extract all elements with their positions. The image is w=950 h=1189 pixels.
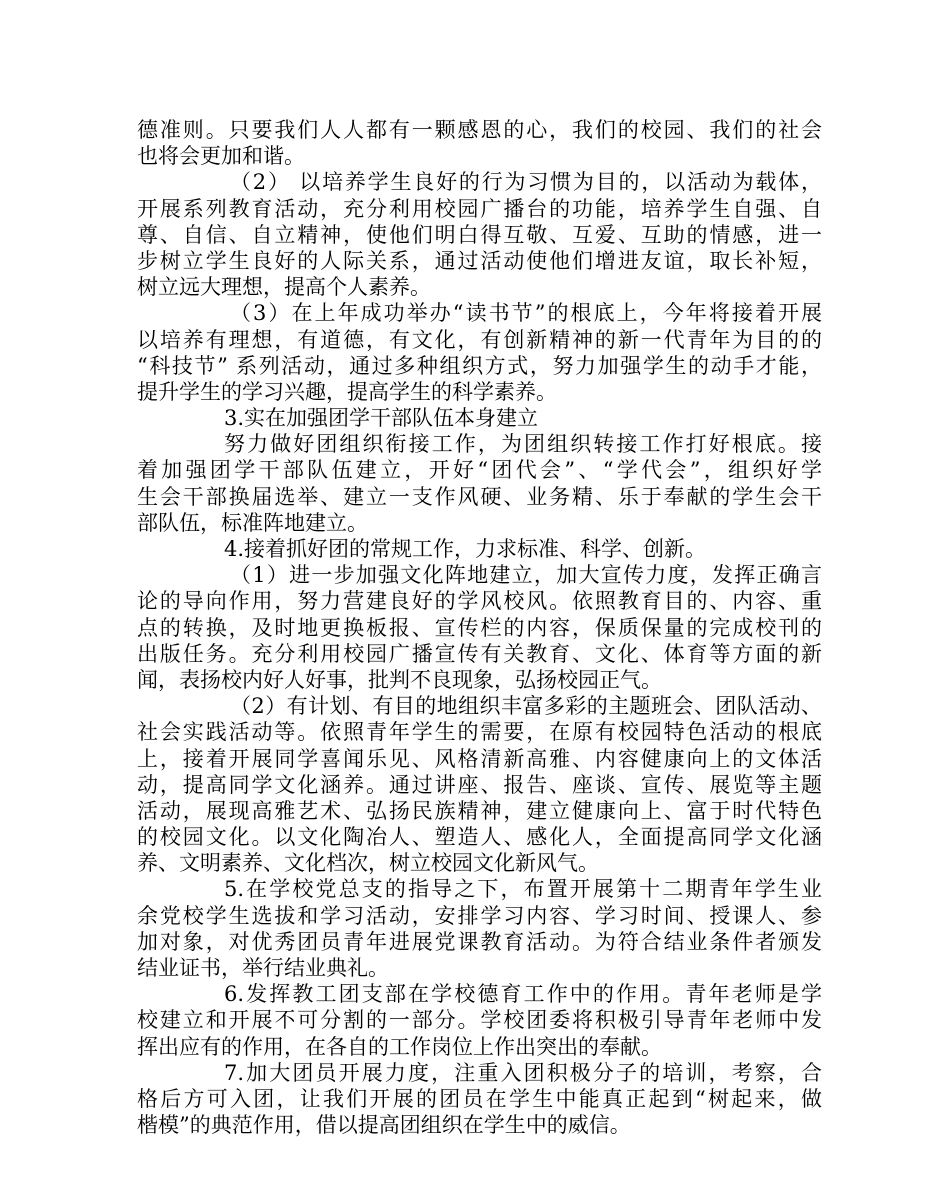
section-heading: 4.接着抓好团的常规工作，力求标准、科学、创新。 — [224, 537, 707, 561]
text-line: 6.发挥教工团支部在学校德育工作中的作用。青年老师是学 — [224, 982, 822, 1007]
text-line: 的校园文化。以文化陶冶人、塑造人、感化人，全面提高同学文化涵 — [137, 825, 822, 850]
text-line: 生会干部换届选举、建立一支作风硬、业务精、乐于奉献的学生会干 — [137, 484, 822, 509]
text-line: 结业证书，举行结业典礼。 — [137, 956, 389, 980]
text-line: 校建立和开展不可分割的一部分。学校团委将积极引导青年老师中发 — [137, 1008, 822, 1033]
text-line: 5.在学校党总支的指导之下，布置开展第十二期青年学生业 — [224, 877, 822, 902]
section-heading: 3.实在加强团学干部队伍本身建立 — [224, 406, 539, 431]
text-line: 加对象，对优秀团员青年进展党课教育活动。为符合结业条件者颁发 — [137, 929, 822, 954]
text-line: 努力做好团组织衔接工作，为团组织转接工作打好根底。接 — [224, 432, 822, 457]
text-line: 着加强团学干部队伍建立，开好“团代会”、“学代会”，组织好学 — [137, 458, 822, 483]
text-line: 点的转换，及时地更换板报、宣传栏的内容，保质保量的完成校刊的 — [137, 615, 822, 640]
text-line: 提升学生的学习兴趣，提高学生的科学素养。 — [137, 379, 557, 404]
document-page — [137, 117, 822, 1138]
text-line: （2）有计划、有目的地组织丰富多彩的主题班会、团队活动、 — [230, 694, 822, 719]
text-line: 社会实践活动等。依照青年学生的需要，在原有校园特色活动的根底 — [137, 720, 822, 745]
text-line: 上，接着开展同学喜闻乐见、风格清新高雅、内容健康向上的文体活 — [137, 746, 822, 771]
text-line: 尊、自信、自立精神，使他们明白得互敬、互爱、互助的情感，进一 — [137, 222, 822, 247]
text-line: 格后方可入团，让我们开展的团员在学生中能真正起到“树起来，做 — [137, 1086, 822, 1111]
text-line: 动，提高同学文化涵养。通过讲座、报告、座谈、宣传、展览等主题 — [137, 772, 822, 797]
text-line: 部队伍，标准阵地建立。 — [137, 510, 368, 535]
text-line: 德准则。只要我们人人都有一颗感恩的心，我们的校园、我们的社会 — [137, 118, 822, 142]
text-line: 出版任务。充分利用校园广播宣传有关教育、文化、体育等方面的新 — [137, 641, 822, 666]
text-line: 余党校学生选拔和学习活动，安排学习内容、学习时间、授课人、参 — [137, 903, 822, 928]
text-line: 开展系列教育活动，充分利用校园广播台的功能，培养学生自强、自 — [137, 196, 822, 221]
text-line: 论的导向作用，努力营建良好的学风校风。依照教育目的、内容、重 — [137, 589, 822, 614]
text-line: （3）在上年成功举办“读书节”的根底上，今年将接着开展 — [230, 301, 822, 326]
text-line: 楷模”的典范作用，借以提高团组织在学生中的威信。 — [137, 1113, 631, 1138]
text-line: 7.加大团员开展力度，注重入团积极分子的培训，考察，合 — [224, 1060, 822, 1085]
text-line: 养、文明素养、文化档次，树立校园文化新风气。 — [137, 851, 599, 876]
text-line: 也将会更加和谐。 — [137, 144, 305, 169]
text-line: 步树立学生良好的人际关系，通过活动使他们增进友谊，取长补短， — [137, 248, 822, 273]
text-line: 挥出应有的作用，在各自的工作岗位上作出突出的奉献。 — [137, 1034, 662, 1059]
text-line: 闻，表扬校内好人好事，批判不良现象，弘扬校园正气。 — [137, 667, 662, 692]
text-line: （2） 以培养学生良好的行为习惯为目的，以活动为载体， — [230, 170, 822, 195]
text-line: “科技节” 系列活动，通过多种组织方式，努力加强学生的动手才能， — [137, 353, 822, 378]
text-line: 以培养有理想，有道德，有文化，有创新精神的新一代青年为目的的 — [137, 327, 822, 352]
text-line: 活动，展现高雅艺术、弘扬民族精神，建立健康向上、富于时代特色 — [137, 798, 822, 823]
text-line: （1）进一步加强文化阵地建立，加大宣传力度，发挥正确言 — [230, 563, 822, 588]
text-line: 树立远大理想，提高个人素养。 — [137, 275, 431, 300]
